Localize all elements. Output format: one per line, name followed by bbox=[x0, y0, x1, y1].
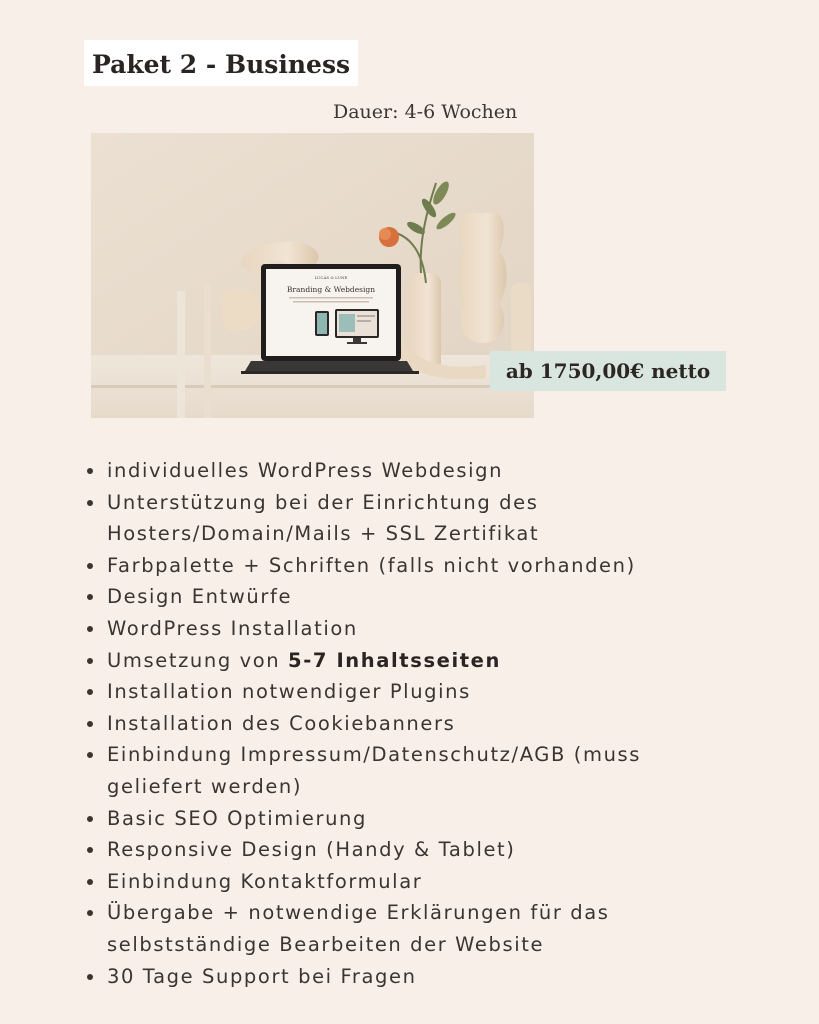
price-label: ab 1750,00€ netto bbox=[505, 359, 711, 383]
feature-item-support: 30 Tage Support bei Fragen bbox=[84, 961, 724, 993]
price-badge bbox=[490, 351, 726, 391]
feature-item-webdesign: individuelles WordPress Webdesign bbox=[84, 455, 724, 487]
feature-list bbox=[84, 455, 724, 992]
feature-item-plugins: Installation notwendiger Plugins bbox=[84, 676, 724, 708]
title-box bbox=[84, 40, 358, 86]
feature-item-handover: Übergabe + notwendige Erklärungen für das selbstständige Bearbeiten der Website bbox=[84, 897, 724, 960]
feature-item-responsive: Responsive Design (Handy & Tablet) bbox=[84, 834, 724, 866]
feature-item-hosting-setup: Unterstützung bei der Einrichtung des Hosters/Domain/Mails + SSL Zertifikat bbox=[84, 487, 724, 550]
laptop-mockup-image bbox=[91, 133, 534, 418]
feature-item-design-drafts: Design Entwürfe bbox=[84, 581, 724, 613]
feature-item-legal-pages: Einbindung Impressum/Datenschutz/AGB (muss geliefert werden) bbox=[84, 739, 724, 802]
feature-item-colors-fonts: Farbpalette + Schriften (falls nicht vorhanden) bbox=[84, 550, 724, 582]
feature-item-contact-form: Einbindung Kontaktformular bbox=[84, 866, 724, 898]
content-pages-count: 5-7 Inhaltsseiten bbox=[288, 648, 501, 672]
page-title: Paket 2 - Business bbox=[92, 49, 351, 79]
feature-item-wordpress-install: WordPress Installation bbox=[84, 613, 724, 645]
screen-heading: Branding & Webdesign bbox=[286, 285, 376, 294]
product-photo bbox=[91, 133, 534, 418]
screen-brand: LUCAS & LUNE bbox=[314, 275, 348, 280]
feature-item-seo: Basic SEO Optimierung bbox=[84, 803, 724, 835]
feature-item-cookiebanner: Installation des Cookiebanners bbox=[84, 708, 724, 740]
feature-item-content-pages: Umsetzung von 5-7 Inhaltsseiten bbox=[84, 645, 724, 677]
duration-label: Dauer: 4-6 Wochen bbox=[333, 101, 518, 123]
